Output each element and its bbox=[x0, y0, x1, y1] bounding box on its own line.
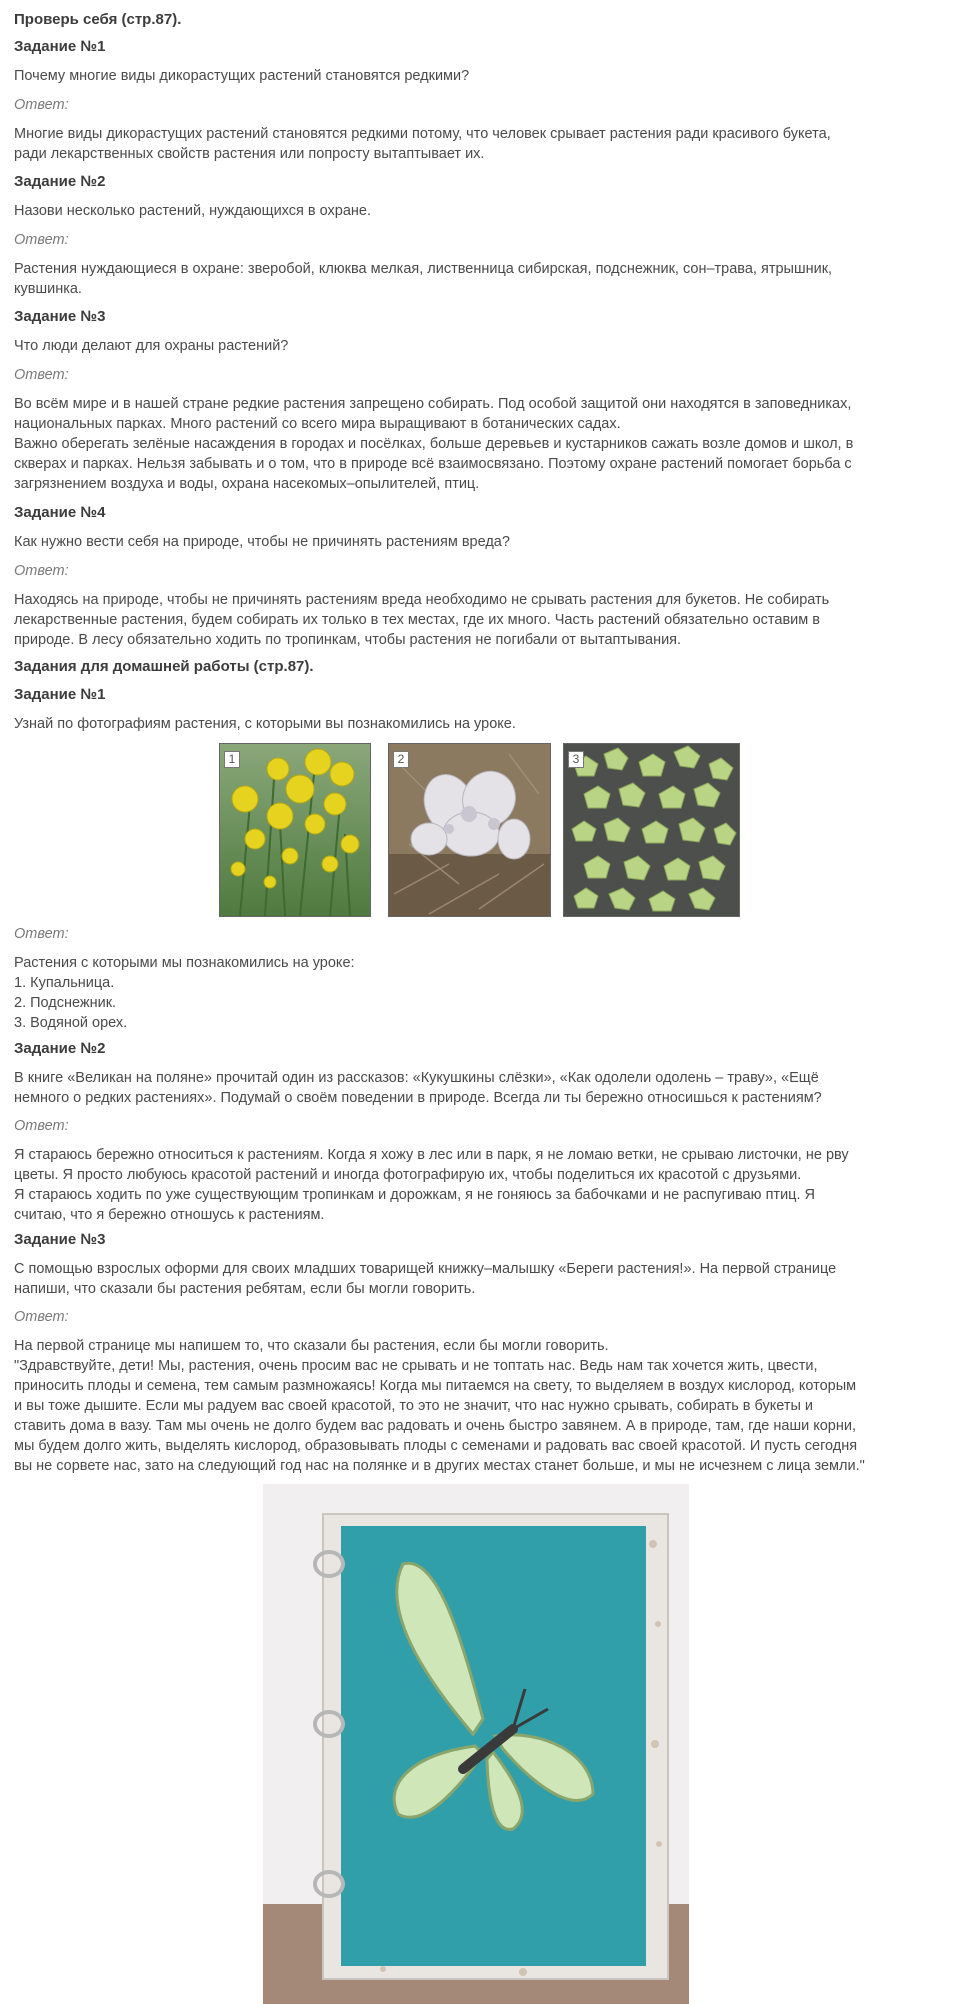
water-chestnut-photo bbox=[563, 743, 740, 917]
task-question: Что люди делают для охраны растений? bbox=[14, 338, 289, 354]
task-answer: На первой странице мы напишем то, что сказали бы растения, если бы могли говорить. "Здравствуйте, дети! Мы, растения, очень просим вас не срывать и не топтать нас. Ведь нам так хочется жить, цвести, приносить плоды и семена, тем самым размножаясь! Когда мы питаемся на свету, то выделяем в воздух кислород, которым и вы тоже дышите. Если мы радуем вас своей красотой, то это не значит, что нас нужно срывать, собирать в букеты и ставить дома в вазу. Там мы очень не долго будем вас радовать и очень быстро завянем. А в природе, там, где наши корни, мы будем долго жить, выделять кислород, образовывать плоды с семенами и радовать вас своей красотой. И пусть сегодня вы не сорвете нас, зато на следующий год нас на полянке и в других местах станет больше, и мы не исчезнем с лица земли." bbox=[14, 1338, 865, 1474]
photo-number: 1 bbox=[224, 751, 240, 768]
task-question: Почему многие виды дикорастущих растений становятся редкими? bbox=[14, 68, 470, 84]
task-question: В книге «Великан на поляне» прочитай один из рассказов: «Кукушкины слёзки», «Как одолели одолень – траву», «Ещё немного о редких растениях». Подумай о своём поведении в природе. Всегда ли ты бережно относишься к растениям? bbox=[14, 1070, 822, 1106]
task-answer: Я стараюсь бережно относиться к растениям. Когда я хожу в лес или в парк, я не ломаю ветки, не срываю листочки, не рву цветы. Я просто любуюсь красотой растений и иногда фотографирую их, чтобы поделиться их красотой с друзьями. Я стараюсь ходить по уже существующим тропинкам и дорожкам, я не гоняюсь за бабочками и не распугиваю птиц. Я считаю, что я бережно отношусь к растениям. bbox=[14, 1147, 849, 1223]
answer-label: Ответ: bbox=[14, 367, 69, 383]
task-answer: Во всём мире и в нашей стране редкие растения запрещено собирать. Под особой защитой они находятся в заповедниках, национальных парках. Много растений со всего мира выращивают в ботанических садах. Важно оберегать зелёные насаждения в городах и посёлках, больше деревьев и кустарников сажать возле домов и школ, в скверах и парках. Нельзя забывать и о том, что в природе всё взаимосвязано. Поэтому охране растений помогает борьба с загрязнением воздуха и воды, охрана насекомых–опылителей, птиц. bbox=[14, 396, 854, 492]
book-photo bbox=[263, 1484, 689, 2004]
globeflower-photo bbox=[219, 743, 371, 917]
self-check-title: Проверь себя (стр.87). bbox=[14, 11, 182, 28]
task-title: Задание №1 bbox=[14, 38, 106, 55]
task-title: Задание №4 bbox=[14, 504, 106, 521]
answer-label: Ответ: bbox=[14, 232, 69, 248]
answer-label: Ответ: bbox=[14, 97, 69, 113]
task-question: Как нужно вести себя на природе, чтобы не причинять растениям вреда? bbox=[14, 534, 510, 550]
answer-label: Ответ: bbox=[14, 1118, 69, 1134]
task-title: Задание №2 bbox=[14, 173, 106, 190]
task-question: Назови несколько растений, нуждающихся в охране. bbox=[14, 203, 372, 219]
task-title: Задание №3 bbox=[14, 308, 106, 325]
answer-label: Ответ: bbox=[14, 563, 69, 579]
pasqueflower-photo bbox=[388, 743, 551, 917]
photo-number: 3 bbox=[568, 751, 584, 768]
task-title: Задание №3 bbox=[14, 1231, 106, 1248]
homework-title: Задания для домашней работы (стр.87). bbox=[14, 658, 314, 675]
task-answer: Многие виды дикорастущих растений становятся редкими потому, что человек срывает растения ради красивого букета, ради лекарственных свойств растения или попросту вытаптывает их. bbox=[14, 126, 831, 162]
task-question: С помощью взрослых оформи для своих младших товарищей книжку–малышку «Береги растения!». На первой странице напиши, что сказали бы растения ребятам, если бы могли говорить. bbox=[14, 1261, 837, 1297]
task-answer: Находясь на природе, чтобы не причинять растениям вреда необходимо не срывать растения для букетов. Не собирать лекарственные растения, будем собирать их только в тех местах, где их много. Часть растений обязательно оставим в природе. В лесу обязательно ходить по тропинкам, чтобы растения не погибали от вытаптывания. bbox=[14, 592, 830, 648]
answer-label: Ответ: bbox=[14, 1309, 69, 1325]
answer-label: Ответ: bbox=[14, 926, 69, 942]
task-title: Задание №2 bbox=[14, 1040, 106, 1057]
task-title: Задание №1 bbox=[14, 686, 106, 703]
task-question: Узнай по фотографиям растения, с которыми вы познакомились на уроке. bbox=[14, 716, 516, 732]
task-answer: Растения с которыми мы познакомились на уроке: 1. Купальница. 2. Подснежник. 3. Водяной орех. bbox=[14, 955, 355, 1031]
photo-number: 2 bbox=[393, 751, 409, 768]
task-answer: Растения нуждающиеся в охране: зверобой, клюква мелкая, лиственница сибирская, подснежник, сон–трава, ятрышник, кувшинка. bbox=[14, 261, 833, 297]
